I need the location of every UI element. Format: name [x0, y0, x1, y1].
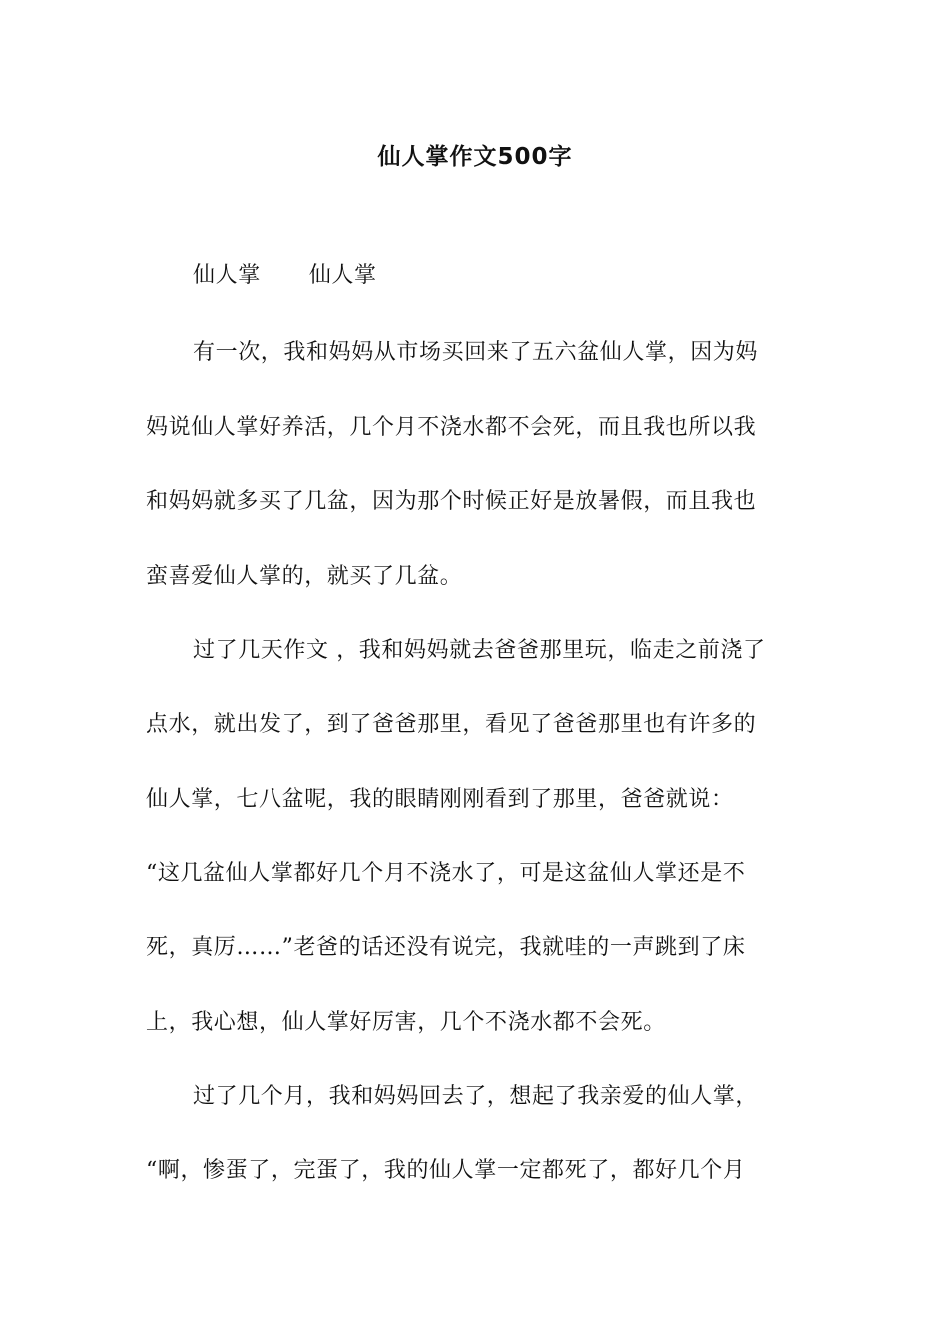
paragraph-1-line-3: 和妈妈就多买了几盆，因为那个时候正好是放暑假，而且我也 — [146, 489, 757, 514]
paragraph-3-line-2: “啊，惨蛋了，完蛋了，我的仙人掌一定都死了，都好几个月 — [146, 1158, 746, 1183]
subtitle-left: 仙人掌 — [193, 263, 261, 288]
paragraph-2-line-6: 上，我心想，仙人掌好厉害，几个不浇水都不会死。 — [146, 1010, 666, 1035]
paragraph-1-line-4: 蛮喜爱仙人掌的，就买了几盆。 — [146, 564, 463, 589]
paragraph-2-line-4: “这几盆仙人掌都好几个月不浇水了，可是这盆仙人掌还是不 — [146, 861, 746, 886]
paragraph-1-line-2: 妈说仙人掌好养活，几个月不浇水都不会死，而且我也所以我 — [146, 415, 757, 440]
paragraph-2-line-2: 点水，就出发了，到了爸爸那里，看见了爸爸那里也有许多的 — [146, 712, 757, 737]
paragraph-2-line-5: 死，真厉……”老爸的话还没有说完，我就哇的一声跳到了床 — [146, 935, 746, 960]
subtitle-line — [193, 262, 803, 290]
paragraph-2-line-3: 仙人掌，七八盆呢，我的眼睛刚刚看到了那里，爸爸就说： — [146, 787, 734, 812]
paragraph-1-line-1: 有一次，我和妈妈从市场买回来了五六盆仙人掌，因为妈 — [193, 340, 759, 365]
paragraph-3-line-1: 过了几个月，我和妈妈回去了，想起了我亲爱的仙人掌， — [193, 1084, 759, 1109]
paragraph-2-line-1: 过了几天作文 ，我和妈妈就去爸爸那里玩，临走之前浇了 — [193, 638, 766, 663]
document-title: 仙人掌作文500字 — [377, 144, 573, 170]
subtitle-right: 仙人掌 — [308, 263, 377, 288]
